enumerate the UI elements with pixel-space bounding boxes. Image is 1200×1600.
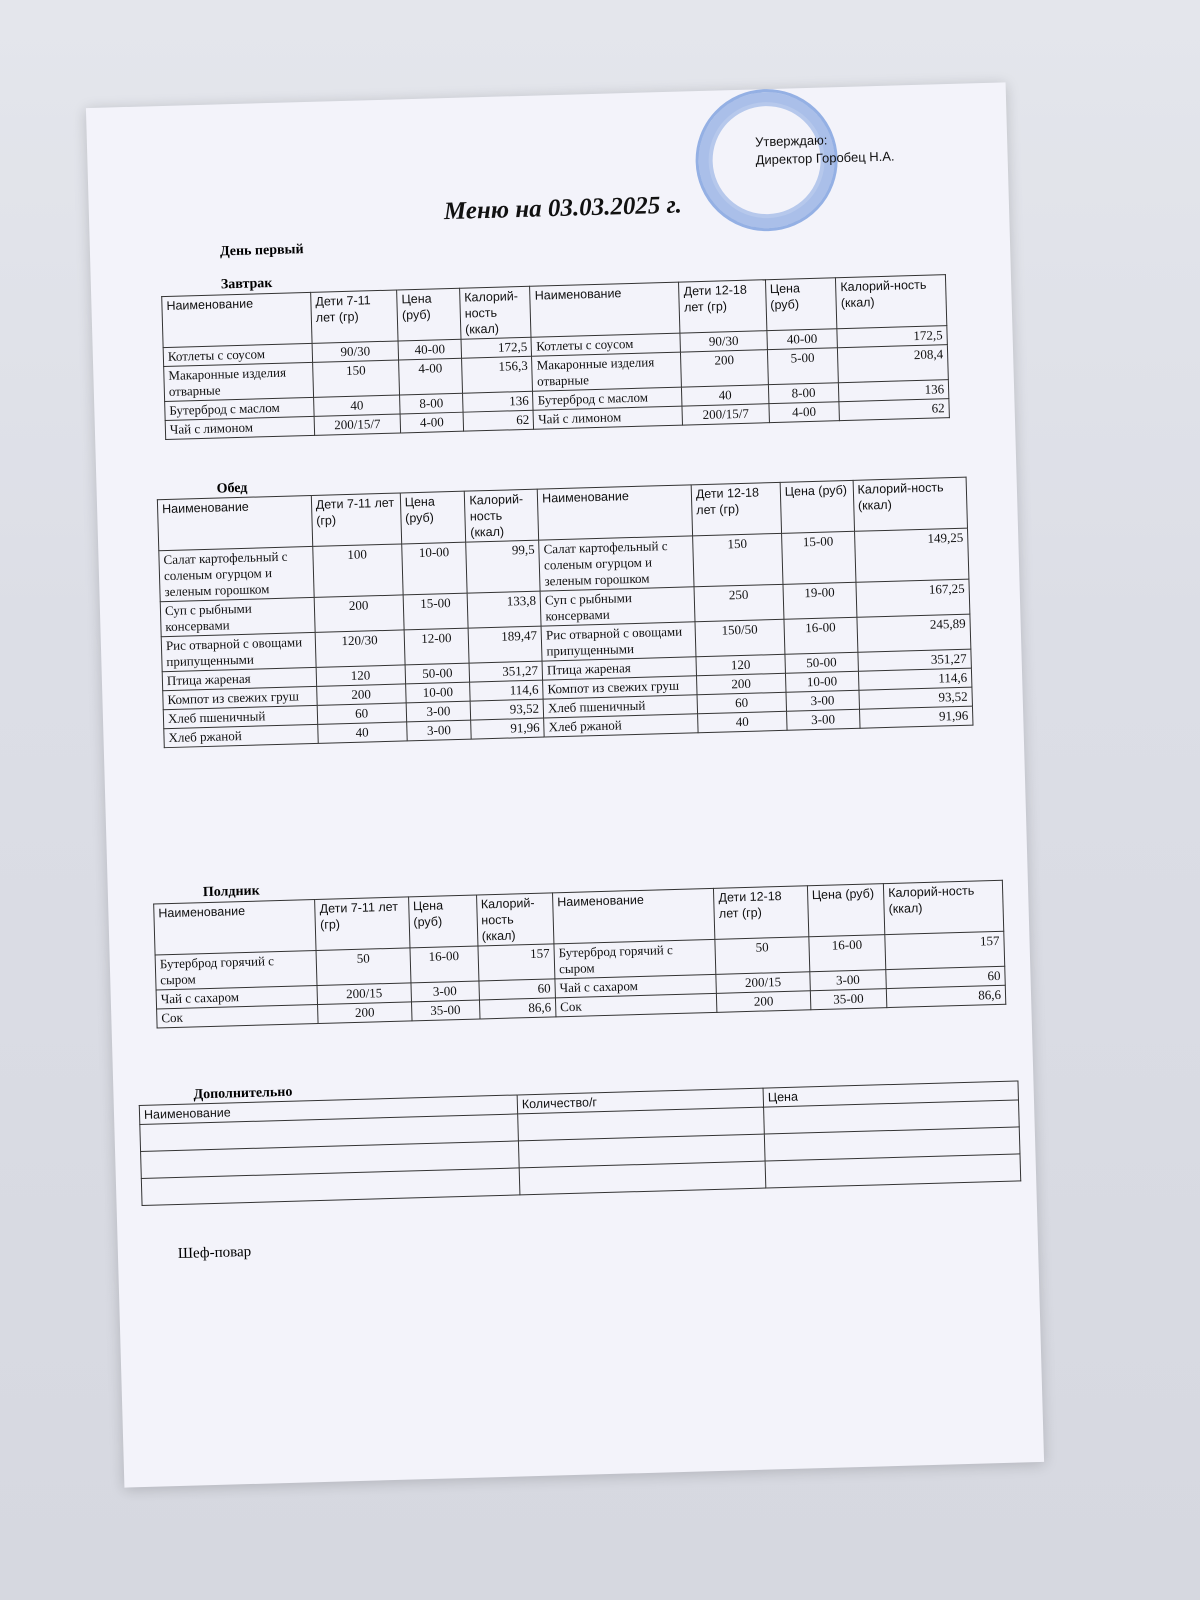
table-cell: 62: [839, 399, 949, 421]
column-header: Калорий-ность (ккал): [465, 489, 539, 542]
table-cell: Бутерброд горячий с сыром: [155, 951, 317, 990]
column-header: Цена: [763, 1081, 1018, 1107]
column-header: Наименование: [537, 485, 692, 540]
table-cell: Птица жареная: [542, 657, 696, 680]
table-cell: 90/30: [680, 331, 767, 352]
table-cell: 40: [317, 722, 406, 743]
table-cell: 40: [682, 385, 769, 406]
table-cell: 150: [692, 533, 782, 586]
table-cell: Суп с рыбными консервами: [160, 597, 315, 636]
column-header: Дети 7-11 лет (гр): [311, 493, 401, 546]
table-cell: Чай с лимоном: [533, 406, 682, 429]
table-cell: 40-00: [767, 329, 838, 350]
column-header: Калорий-ность (ккал): [836, 275, 947, 329]
table-cell: 62: [463, 410, 534, 431]
extra-label: Дополнительно: [193, 1084, 293, 1103]
column-header: Цена (руб): [397, 288, 461, 341]
table-cell: Бутерброд с маслом: [165, 397, 314, 420]
table-cell: 100: [312, 544, 402, 597]
table-cell: 200: [314, 595, 404, 632]
table-cell: Салат картофельный с соленым огурцом и зеленым горошком: [539, 536, 694, 591]
table-cell: 60: [479, 979, 556, 1000]
table-cell: 200: [316, 684, 405, 705]
table-cell: 16-00: [410, 946, 479, 983]
table-cell: 99,5: [466, 540, 540, 593]
table-cell: 157: [885, 931, 1005, 969]
table-cell: 4-00: [399, 358, 463, 395]
table-cell: Рис отварной с овощами припущенными: [161, 632, 316, 671]
column-header: Наименование: [552, 888, 715, 943]
table-cell: 40: [697, 711, 786, 732]
table-cell: 136: [462, 391, 533, 412]
table-cell: 208,4: [838, 345, 949, 383]
table-cell: Рис отварной с овощами припущенными: [541, 622, 696, 661]
breakfast-label: Завтрак: [220, 275, 273, 293]
table-cell: 10-00: [785, 671, 858, 692]
column-header: Цена (руб): [780, 480, 854, 533]
table-cell: 149,25: [854, 528, 969, 582]
table-cell: Чай с сахаром: [555, 974, 717, 997]
table-cell: 40-00: [398, 339, 461, 360]
table-cell: 8-00: [400, 393, 463, 414]
table-cell: Котлеты с соусом: [163, 343, 312, 366]
table-cell: 200: [696, 673, 785, 694]
table-cell: Хлеб ржаной: [544, 714, 698, 737]
table-cell: 35-00: [411, 1000, 479, 1021]
table-cell: Чай с сахаром: [156, 985, 318, 1008]
table-cell: Компот из свежих груш: [163, 686, 317, 709]
table-cell: 50: [316, 948, 410, 986]
table-cell: Салат картофельный с соленым огурцом и зеленым горошком: [159, 546, 314, 601]
column-header: Калорий-ность (ккал): [476, 893, 554, 946]
table-cell: 15-00: [781, 531, 855, 584]
table-cell: 19-00: [783, 582, 857, 619]
column-header: Цена (руб): [408, 895, 477, 948]
table-cell: 167,25: [856, 579, 970, 617]
table-cell: 93,52: [859, 687, 973, 709]
page-title: Меню на 03.03.2025 г.: [443, 191, 683, 226]
approval-block: [755, 130, 895, 170]
table-cell: 10-00: [401, 542, 467, 595]
table-cell: [519, 1161, 766, 1195]
column-header: Калорий-ность (ккал): [459, 286, 531, 339]
table-cell: 15-00: [403, 593, 469, 630]
column-header: Дети 7-11 лет (гр): [311, 290, 399, 343]
table-cell: Чай с лимоном: [165, 416, 314, 439]
table-cell: 60: [886, 966, 1005, 988]
table-cell: 12-00: [404, 628, 470, 665]
table-cell: Хлеб пшеничный: [543, 695, 697, 718]
table-cell: 3-00: [406, 720, 471, 741]
table-cell: 91,96: [859, 706, 973, 728]
table-cell: 86,6: [479, 998, 556, 1019]
approval-line-2: Директор Горобец Н.А.: [755, 148, 895, 168]
column-header: Наименование: [530, 282, 680, 337]
column-header: Цена (руб): [807, 884, 885, 937]
table-cell: 4-00: [769, 402, 840, 423]
column-header: Дети 12-18 лет (гр): [679, 280, 767, 333]
table-cell: 200/15/7: [682, 404, 769, 425]
table-cell: 3-00: [786, 709, 859, 730]
table-cell: 5-00: [767, 348, 838, 385]
table-cell: 200: [318, 1002, 412, 1024]
table-cell: 200: [681, 350, 768, 387]
table-cell: 16-00: [808, 935, 885, 972]
table-cell: 93,52: [471, 699, 544, 720]
table-cell: 114,6: [470, 680, 543, 701]
approval-line-1: Утверждаю:: [754, 132, 828, 150]
snack-table: [153, 880, 1006, 1029]
table-cell: 3-00: [786, 690, 859, 711]
table-cell: 200: [717, 991, 811, 1013]
table-cell: 200/15/7: [314, 414, 401, 435]
table-cell: Хлеб ржаной: [164, 724, 318, 747]
table-cell: 351,27: [858, 649, 972, 671]
table-cell: 91,96: [471, 718, 544, 739]
chef-signature-label: Шеф-повар: [177, 1243, 252, 1262]
day-label: День первый: [219, 242, 304, 260]
table-cell: 156,3: [461, 356, 532, 393]
breakfast-table: [161, 274, 950, 440]
table-cell: Бутерброд с маслом: [533, 387, 682, 410]
column-header: Наименование: [157, 495, 312, 550]
table-cell: Сок: [157, 1004, 319, 1027]
table-cell: Суп с рыбными консервами: [540, 587, 695, 626]
table-cell: Бутерброд горячий с сыром: [554, 939, 716, 978]
table-cell: 250: [694, 584, 784, 621]
column-header: Калорий-ность (ккал): [883, 880, 1003, 934]
table-cell: 35-00: [810, 989, 887, 1010]
table-cell: 133,8: [468, 591, 542, 628]
lunch-label: Обед: [216, 480, 248, 497]
table-cell: Компот из свежих груш: [543, 676, 697, 699]
table-cell: 3-00: [411, 981, 479, 1002]
table-cell: 245,89: [857, 614, 971, 652]
table-cell: 200/15: [716, 972, 810, 994]
table-cell: Птица жареная: [162, 667, 316, 690]
table-cell: Макаронные изделия отварные: [164, 362, 314, 401]
menu-sheet: [86, 82, 1044, 1487]
lunch-table: [157, 477, 974, 749]
table-cell: 136: [839, 380, 949, 402]
column-header: Цена (руб): [765, 278, 837, 331]
table-cell: 351,27: [469, 661, 542, 682]
table-cell: Хлеб пшеничный: [163, 705, 317, 728]
table-cell: 120: [316, 665, 405, 686]
table-cell: 60: [697, 692, 786, 713]
table-cell: 150/50: [695, 619, 785, 656]
table-cell: 10-00: [405, 682, 470, 703]
table-cell: Котлеты с соусом: [531, 333, 680, 356]
table-cell: 8-00: [768, 383, 839, 404]
snack-label: Полдник: [202, 883, 260, 901]
column-header: Калорий-ность (ккал): [853, 477, 968, 531]
table-cell: 150: [313, 360, 400, 397]
column-header: Цена (руб): [400, 491, 466, 544]
table-cell: Макаронные изделия отварные: [532, 352, 682, 391]
table-cell: 4-00: [400, 412, 463, 433]
column-header: Наименование: [154, 900, 317, 955]
table-cell: 50-00: [785, 652, 858, 673]
table-cell: 114,6: [858, 668, 972, 690]
table-cell: 40: [314, 395, 401, 416]
table-cell: 120/30: [315, 630, 405, 667]
table-cell: Сок: [555, 993, 717, 1016]
column-header: Дети 12-18 лет (гр): [691, 482, 781, 535]
table-cell: 50-00: [405, 663, 470, 684]
table-cell: 172,5: [461, 337, 532, 358]
column-header: Наименование: [139, 1095, 517, 1125]
table-cell: 200/15: [317, 983, 411, 1005]
table-cell: 86,6: [886, 985, 1005, 1007]
table-cell: 60: [317, 703, 406, 724]
table-cell: 90/30: [312, 341, 399, 362]
table-cell: 3-00: [406, 701, 471, 722]
table-cell: 157: [478, 944, 555, 981]
column-header: Количество/г: [517, 1088, 764, 1114]
table-cell: 172,5: [837, 326, 947, 348]
column-header: Дети 12-18 лет (гр): [714, 886, 809, 940]
column-header: Наименование: [162, 292, 312, 347]
table-cell: 16-00: [784, 617, 858, 654]
table-cell: 50: [715, 937, 809, 975]
table-cell: 120: [696, 654, 785, 675]
table-cell: [765, 1154, 1021, 1188]
table-cell: 3-00: [809, 970, 886, 991]
column-header: Дети 7-11 лет (гр): [315, 897, 410, 951]
table-cell: 189,47: [468, 626, 542, 663]
